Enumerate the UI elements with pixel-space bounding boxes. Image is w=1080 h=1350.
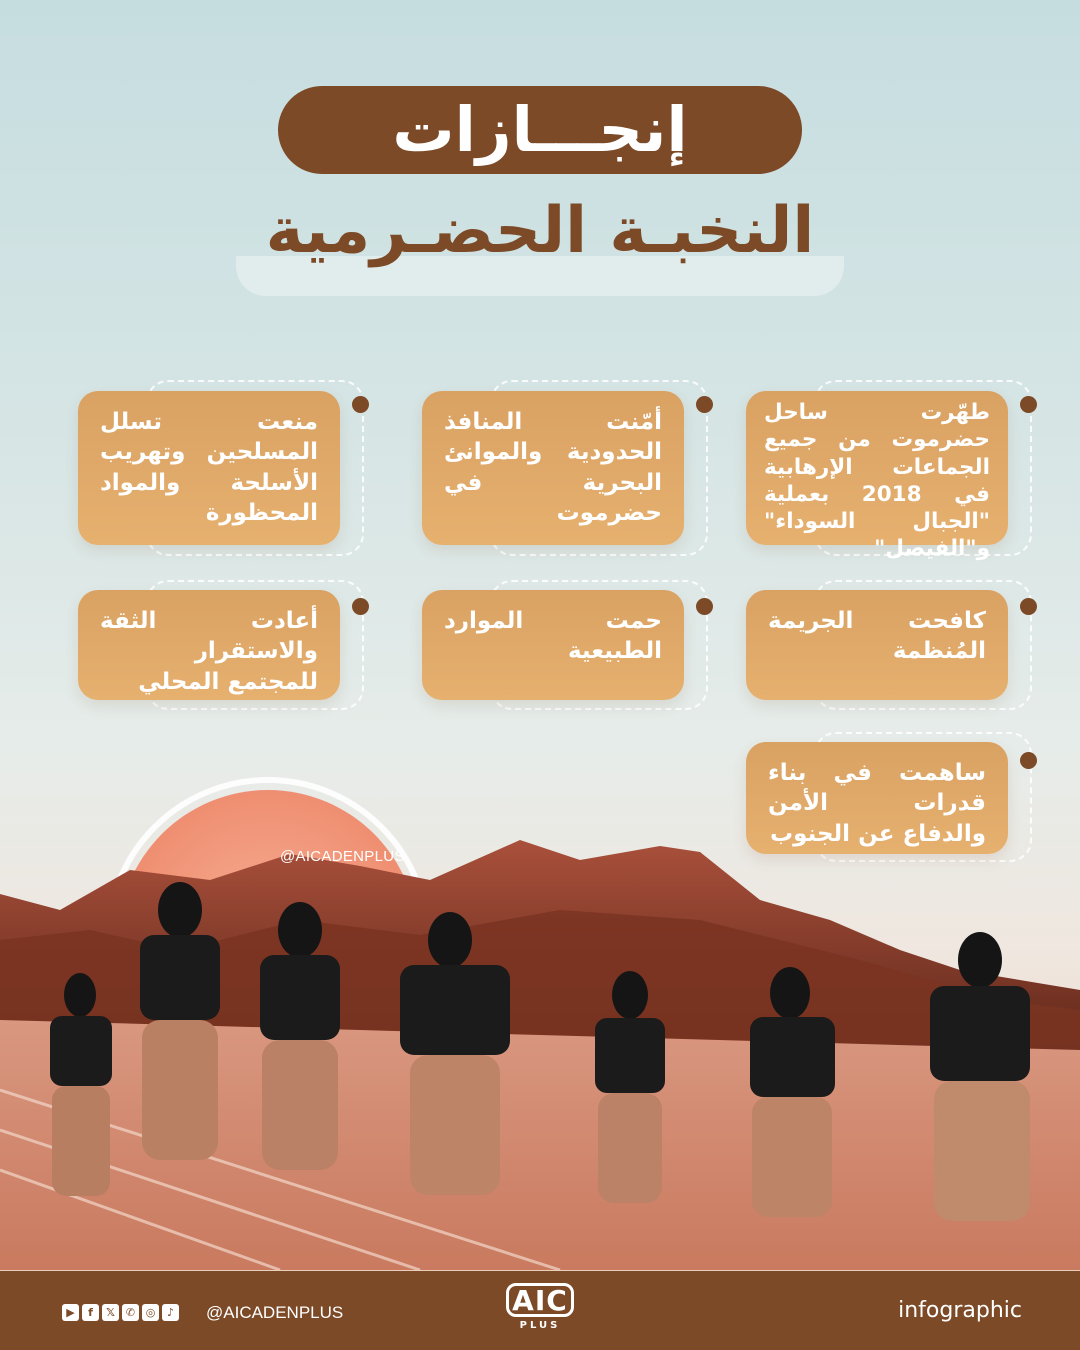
parade-scene (0, 770, 1080, 1270)
watermark-handle: @AICADENPLUS (280, 848, 405, 865)
instagram-icon[interactable]: ◎ (142, 1304, 159, 1321)
infographic-label: infographic (898, 1298, 1022, 1323)
social-icons (62, 1304, 179, 1321)
bullet-dot (1020, 598, 1037, 615)
brand-logo (506, 1283, 574, 1339)
bullet-dot (352, 396, 369, 413)
facebook-icon[interactable]: f (82, 1304, 99, 1321)
card-text: طهّرت ساحل حضرموت من جميع الجماعات الإرهابية في 2018 بعملية "الجبال السوداء" و"الفيصل" (746, 391, 1008, 545)
card-text: أعادت الثقة والاستقرار للمجتمع المحلي (78, 590, 340, 700)
card-text: أمّنت المنافذ الحدودية والموانئ البحرية في حضرموت (422, 391, 684, 545)
bullet-dot (1020, 752, 1037, 769)
subtitle-band (236, 196, 844, 296)
scene-illustration (0, 770, 1080, 1270)
page-title: إنجـــازات (392, 93, 688, 166)
whatsapp-icon[interactable]: ✆ (122, 1304, 139, 1321)
page-subtitle: النخبـة الحضـرمية (265, 194, 815, 268)
youtube-icon[interactable]: ▶ (62, 1304, 79, 1321)
card-text: ساهمت في بناء قدرات الأمن والدفاع عن الجنوب (746, 742, 1008, 854)
x-icon[interactable]: 𝕏 (102, 1304, 119, 1321)
bullet-dot (696, 598, 713, 615)
logo-subtext: PLUS (519, 1320, 561, 1331)
bullet-dot (352, 598, 369, 615)
card-text: منعت تسلل المسلحين وتهريب الأسلحة والمواد المحظورة (78, 391, 340, 545)
footer-handle[interactable]: @AICADENPLUS (206, 1303, 344, 1322)
bullet-dot (1020, 396, 1037, 413)
tiktok-icon[interactable]: ♪ (162, 1304, 179, 1321)
card-text: كافحت الجريمة المُنظمة (746, 590, 1008, 700)
card-text: حمت الموارد الطبيعية (422, 590, 684, 700)
bullet-dot (696, 396, 713, 413)
title-pill (278, 86, 802, 174)
logo-text: AIC (506, 1283, 574, 1317)
